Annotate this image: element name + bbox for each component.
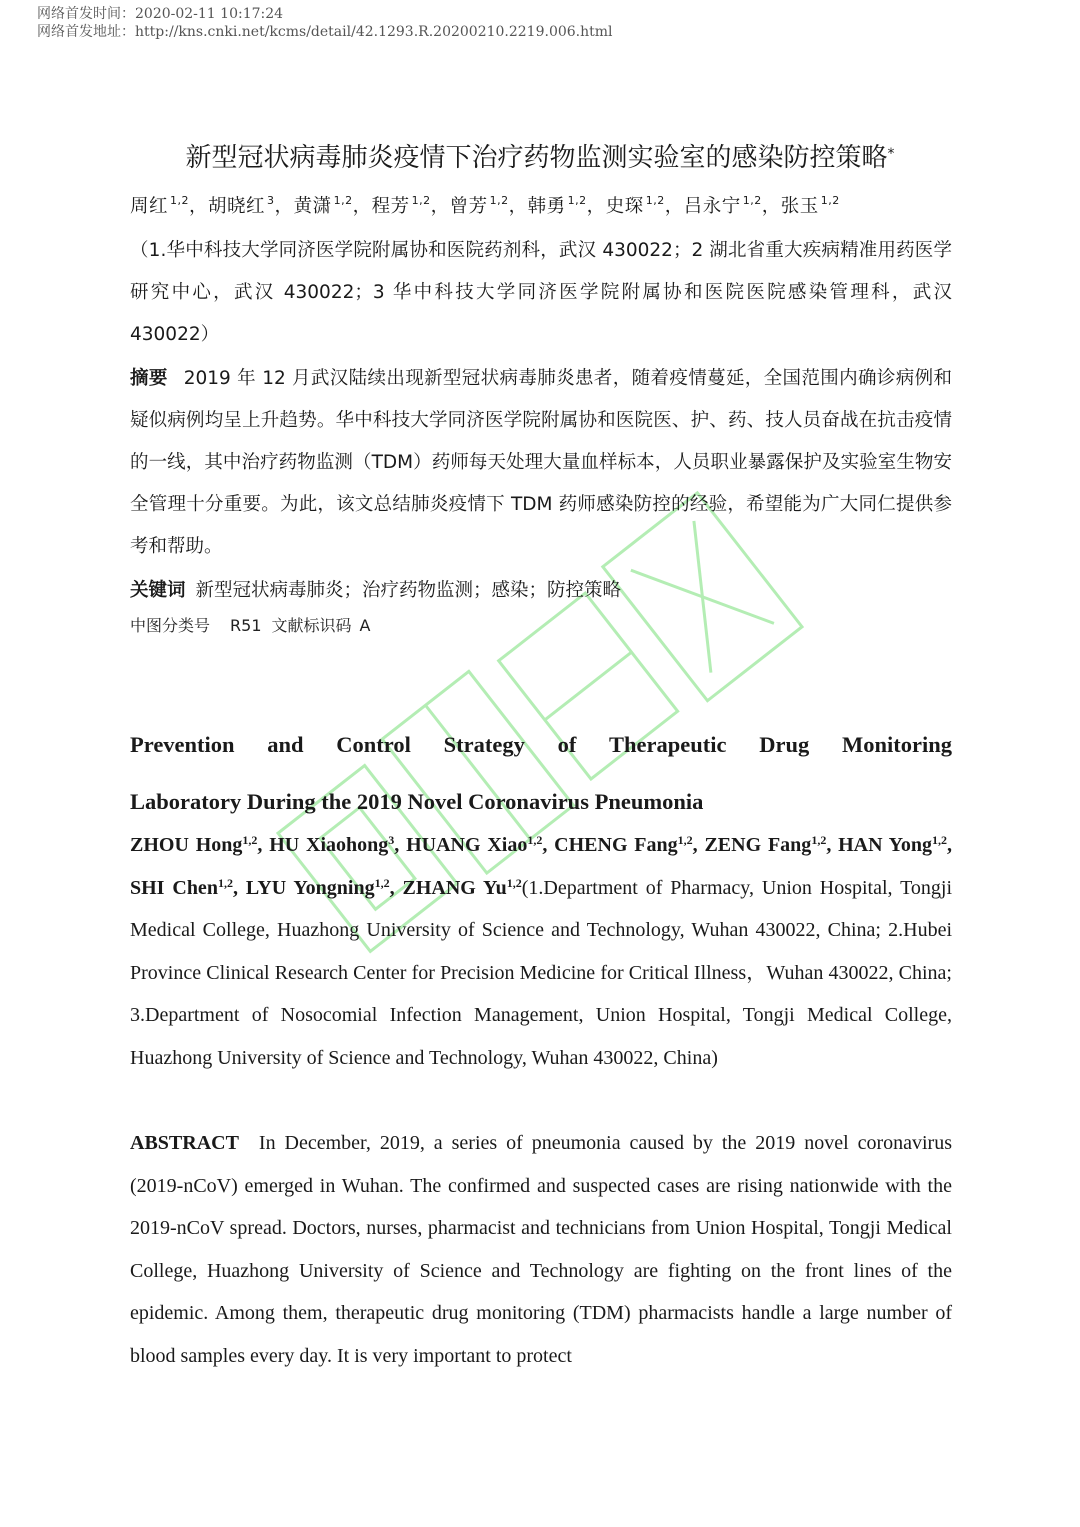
title-en-word: Therapeutic [609,732,727,757]
abstract-cn-label: 摘要 [130,368,168,389]
author-cn: 黄潇 $^{1,2}$， [293,194,372,217]
title-en-line2: Laboratory During the 2019 Novel Coronavirus Pneumonia [130,789,704,814]
authors-cn [130,186,952,228]
keywords-cn [130,570,952,612]
author-cn: 张玉 $^{1,2}$ [780,194,840,217]
author-cn: 周红 $^{1,2}$， [130,194,209,217]
clc-label: 中图分类号 [130,616,211,635]
keywords-cn-text: 新型冠状病毒肺炎；治疗药物监测；感染；防控策略 [195,580,622,601]
keywords-cn-label: 关键词 [130,580,186,601]
abstract-cn-text: 2019 年 12 月武汉陆续出现新型冠状病毒肺炎患者，随着疫情蔓延，全国范围内确诊病例和疑似病例均呈上升趋势。华中科技大学同济医学院附属协和医院医、护、药、技人员奋战在抗击疫情的一线，其中治疗药物监测（TDM）药师每天处理大量血样标本，人员职业暴露保护及实验室生物安全管理十分重要。为此，该文总结肺炎疫情下 TDM 药师感染防控的经验，希望能为广大同仁提供参考和帮助。 [130,368,952,557]
doc-code: A [359,616,371,635]
pub-time-line [37,5,283,23]
author-cn: 史琛 $^{1,2}$， [605,194,684,217]
pub-url-label: 网络首发地址： [37,24,135,40]
title-en-word: Drug [759,732,810,757]
title-en-word: and [267,732,304,757]
author-cn: 胡晓红 $^3$， [208,194,294,217]
abstract-cn [130,358,952,568]
affiliation-cn: （1.华中科技大学同济医学院附属协和医院药剂科，武汉 430022；2 湖北省重大疾病精准用药医学研究中心，武汉 430022；3 华中科技大学同济医学院附属协和医院医院感染管理科，武汉 430022） [130,240,952,345]
pub-time: 2020-02-11 10:17:24 [135,6,284,22]
abstract-en-label: ABSTRACT [130,1132,239,1154]
classification [130,612,370,640]
title-cn-text: 新型冠状病毒肺炎疫情下治疗药物监测实验室的感染防控策略 [185,143,888,173]
authors-en: ZHOU Hong$^{1,2}$, HU Xiaohong$^3$, HUANG Xiao$^{1,2}$, CHENG Fang$^{1,2}$, ZENG Fang$^{1,2}$, HAN Yong$^{1,2}$, SHI Chen$^{1,2}$, LYU Yongning$^{1,2}$, ZHANG Yu$^{1,2}$ [130,833,952,899]
pub-url-line[interactable] [37,23,613,41]
pub-time-label: 网络首发时间： [37,6,135,22]
title-en-word: Monitoring [841,732,952,757]
author-cn: 曾芳 $^{1,2}$， [449,194,528,217]
doc-code-label: 文献标识码 [271,616,352,635]
abstract-en [130,1122,952,1377]
title-en [130,716,952,830]
affiliation-en: (1.Department of Pharmacy, Union Hospital, Tongji Medical College, Huazhong University of Science and Technology, Wuhan 430022, China; 2.Hubei Province Clinical Research Center for Precision Medicine for Critical Illness，Wuhan 430022, China; 3.Department of Nosocomial Infection Management, Union Hospital, Tongji Medical College, Huazhong University of Science and Technology, Wuhan 430022, China) [130,876,953,1069]
title-en-word: Strategy [443,732,525,757]
title-en-line1 [130,716,952,773]
clc-code: R51 [230,616,262,635]
authors-affiliation-en [130,824,952,1079]
title-cn [0,140,1080,176]
pub-url-link[interactable]: http://kns.cnki.net/kcms/detail/42.1293.R.20200210.2219.006.html [135,24,613,40]
title-en-word: of [557,732,577,757]
author-cn: 吕永宁 $^{1,2}$， [683,194,781,217]
title-en-word: Prevention [130,732,235,757]
author-cn: 韩勇 $^{1,2}$， [527,194,606,217]
abstract-en-text: In December, 2019, a series of pneumonia caused by the 2019 novel coronavirus (2019-nCoV) emerged in Wuhan. The confirmed and suspected cases are rising nationwide with the 2019-nCoV spread. Doctors, nurses, pharmacist and technicians from Union Hospital, Tongji Medical College, Huazhong University of Science and Technology are fighting on the front lines of the epidemic. Among them, therapeutic drug monitoring (TDM) pharmacists handle a large number of blood samples every day. It is very important to protect [130,1132,952,1367]
author-cn: 程芳 $^{1,2}$， [371,194,450,217]
title-cn-mark: * [887,146,895,162]
title-en-word: Control [336,732,411,757]
